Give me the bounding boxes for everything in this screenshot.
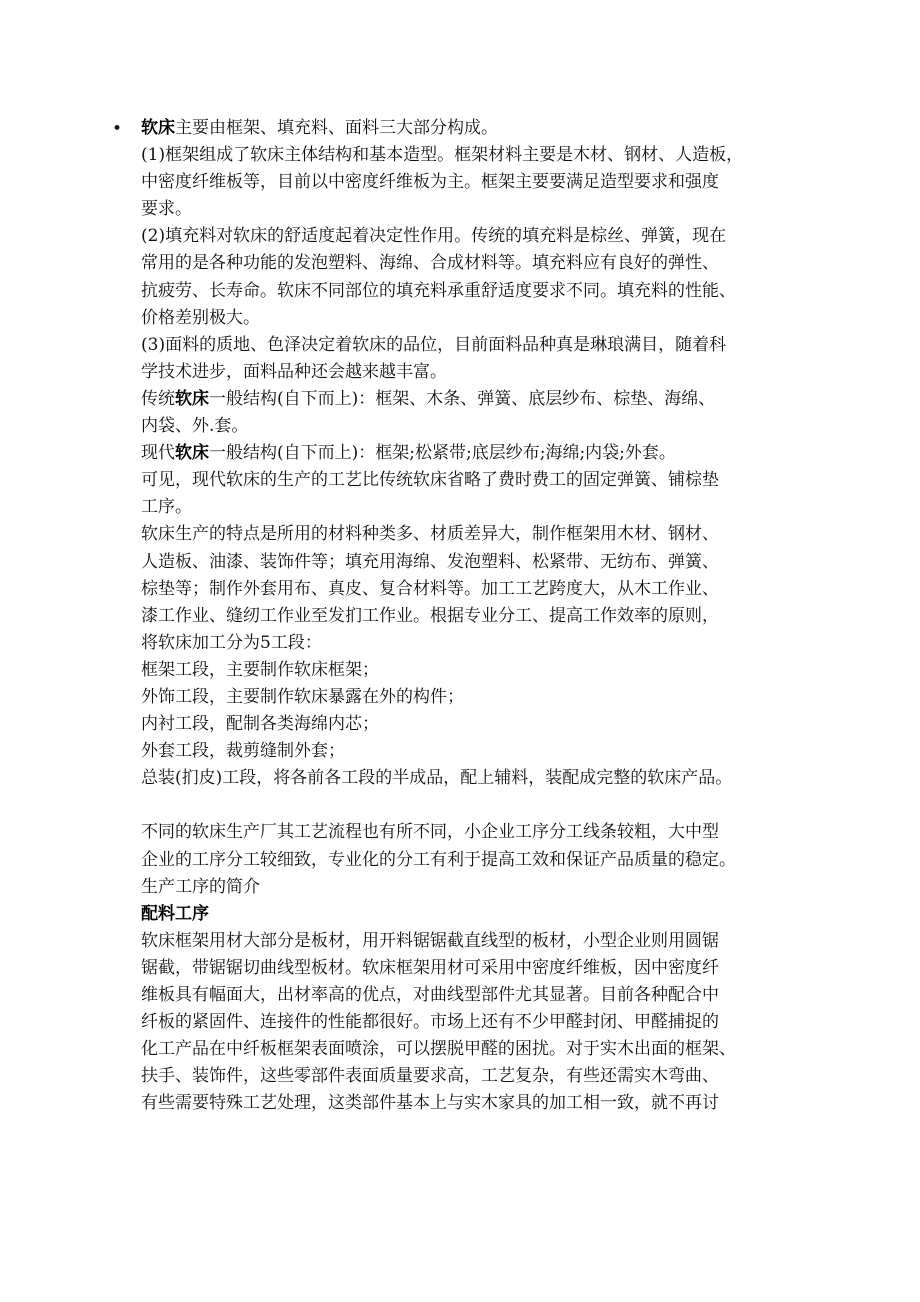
text-line <box>141 955 801 982</box>
text-line <box>141 630 801 657</box>
text-line <box>141 521 801 548</box>
text-line <box>141 576 801 603</box>
text-run: 中密度纤维板等，目前以中密度纤维板为主。框架主要要满足造型要求和强度 <box>141 172 719 193</box>
text-line <box>141 901 801 928</box>
text-line <box>141 603 801 630</box>
text-run: 棕垫等；制作外套用布、真皮、复合材料等。加工工艺跨度大，从木工作业、 <box>141 578 719 599</box>
text-run: 企业的工序分工较细致，专业化的分工有利于提高工效和保证产品质量的稳定。 <box>141 849 736 870</box>
text-line <box>141 738 801 765</box>
text-run: 要求。 <box>141 199 192 220</box>
bold-term: 软床 <box>175 388 209 409</box>
text-run: 主要由框架、填充料、面料三大部分构成。 <box>175 118 498 138</box>
text-line <box>141 928 801 955</box>
text-line <box>141 223 801 250</box>
text-line <box>141 196 801 223</box>
text-run: 外套工段，裁剪缝制外套； <box>141 741 345 762</box>
text-run: 一般结构(自下而上)：框架;松紧带;底层纱布;海绵;内袋;外套。 <box>209 443 676 464</box>
text-run: 学技术进步，面料品种还会越来越丰富。 <box>141 361 447 382</box>
text-line <box>141 142 801 169</box>
text-run: 扶手、装饰件，这些零部件表面质量要求高，工艺复杂，有些还需实木弯曲、 <box>141 1066 719 1087</box>
text-line <box>141 982 801 1009</box>
text-line <box>141 1009 801 1036</box>
text-line <box>141 1063 801 1090</box>
text-run: 内衬工段，配制各类海绵内芯； <box>141 714 379 735</box>
text-line <box>141 1036 801 1063</box>
text-line <box>141 657 801 684</box>
text-line <box>141 684 801 711</box>
text-line <box>141 549 801 576</box>
text-run: 将软床加工分为5工段： <box>141 632 322 653</box>
text-run: 框架工段，主要制作软床框架； <box>141 659 379 680</box>
text-line <box>141 278 801 305</box>
text-line <box>141 440 801 467</box>
bold-term: 软床 <box>141 118 175 138</box>
text-run: 纤板的紧固件、连接件的性能都很好。市场上还有不少甲醛封闭、甲醛捕捉的 <box>141 1012 719 1033</box>
text-line <box>141 413 801 440</box>
text-run: 传统 <box>141 388 175 409</box>
bullet-marker: • <box>112 119 123 139</box>
text-run: (3)面料的质地、色泽决定着软床的品位，目前面料品种真是琳琅满目，随着科 <box>141 334 727 355</box>
text-run: (2)填充料对软床的舒适度起着决定性作用。传统的填充料是棕丝、弹簧，现在 <box>141 226 727 247</box>
text-run: 锯截，带锯锯切曲线型板材。软床框架用材可采用中密度纤维板，因中密度纤 <box>141 957 719 978</box>
text-run: 人造板、油漆、装饰件等；填充用海绵、发泡塑料、松紧带、无纺布、弹簧、 <box>141 551 719 572</box>
text-run: 工序。 <box>141 497 192 518</box>
text-run: 化工产品在中纤板框架表面喷涂，可以摆脱甲醛的困扰。对于实木出面的框架、 <box>141 1039 736 1060</box>
text-run: 生产工序的简介 <box>141 876 260 897</box>
text-line <box>141 467 801 494</box>
text-run: (1)框架组成了软床主体结构和基本造型。框架材料主要是木材、钢材、人造板， <box>141 145 744 166</box>
text-line <box>141 847 801 874</box>
text-line <box>141 386 801 413</box>
text-run: 可见，现代软床的生产的工艺比传统软床省略了费时费工的固定弹簧、铺棕垫 <box>141 470 719 491</box>
text-line <box>141 305 801 332</box>
text-line <box>141 169 801 196</box>
text-line <box>141 819 801 846</box>
blank-line <box>141 792 801 819</box>
text-run: 现代 <box>141 443 175 464</box>
text-line <box>141 494 801 521</box>
text-run: 有些需要特殊工艺处理，这类部件基本上与实木家具的加工相一致，就不再讨 <box>141 1093 719 1114</box>
text-run: 总装(扪皮)工段，将各前各工段的半成品，配上辅料，装配成完整的软床产品。 <box>141 768 733 789</box>
text-run: 抗疲劳、长寿命。软床不同部位的填充料承重舒适度要求不同。填充料的性能、 <box>141 280 736 301</box>
text-run: 漆工作业、缝纫工作业至发扪工作业。根据专业分工、提高工作效率的原则， <box>141 605 719 626</box>
text-run: 不同的软床生产厂其工艺流程也有所不同，小企业工序分工线条较粗，大中型 <box>141 822 719 843</box>
bold-term: 软床 <box>175 443 209 464</box>
text-run: 软床生产的特点是所用的材料种类多、材质差异大，制作框架用木材、钢材、 <box>141 524 719 545</box>
text-line <box>141 332 801 359</box>
text-run: 软床框架用材大部分是板材，用开料锯锯截直线型的板材，小型企业则用圆锯 <box>141 930 719 951</box>
text-run: 价格差别极大。 <box>141 307 260 328</box>
text-line <box>141 711 801 738</box>
text-run: 维板具有幅面大，出材率高的优点，对曲线型部件尤其显著。目前各种配合中 <box>141 985 719 1005</box>
text-run: 一般结构(自下而上)：框架、木条、弹簧、底层纱布、棕垫、海绵、 <box>209 388 716 409</box>
document-body <box>141 115 801 1117</box>
text-line <box>141 1090 801 1117</box>
text-run: 常用的是各种功能的发泡塑料、海绵、合成材料等。填充料应有良好的弹性、 <box>141 253 719 274</box>
text-line <box>141 250 801 277</box>
bold-term: 配料工序 <box>141 903 209 924</box>
text-run: 内袋、外.套。 <box>141 416 249 437</box>
text-run: 外饰工段，主要制作软床暴露在外的构件； <box>141 686 464 707</box>
text-line <box>141 359 801 386</box>
text-line <box>141 115 801 142</box>
text-line <box>141 765 801 792</box>
text-line <box>141 874 801 901</box>
